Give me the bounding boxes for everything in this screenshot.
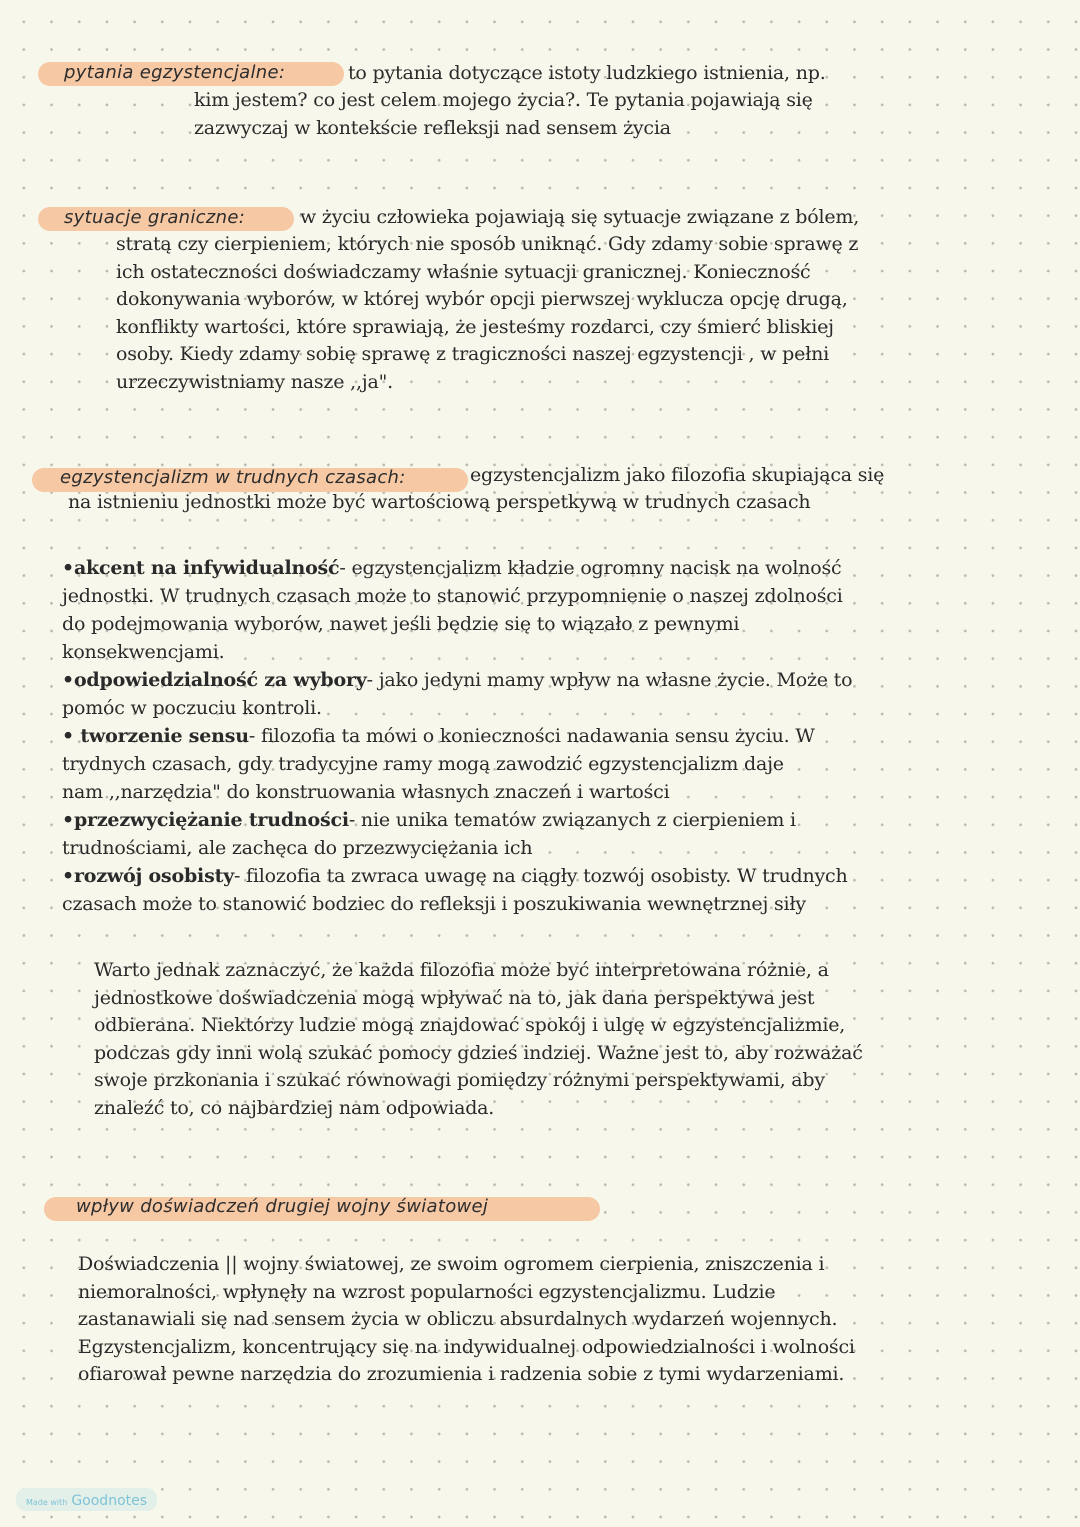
bullet-item: •przezwyciężanie trudności- nie unika tematów związanych z cierpieniem i [62,809,796,831]
war-paragraph: Doświadczenia || wojny światowej, ze swoim ogromem cierpienia, zniszczenia i niemoralności, wpłynęły na wzrost popularności egzystencjalizmu. Ludzie zastanawiali się nad sensem życia w obliczu absurdalnych wydarzeń wojennych. Egzystencjalizm, koncentrujący się na indywidualnej odpowiedzialności i wolności ofiarował pewne narzędzia do zrozumienia i radzenia sobie z tymi wydarzeniami. [78,1253,855,1385]
note-paragraph: Warto jednak zaznaczyć, że każda filozofia może być interpretowana różnie, a jednostkowe doświadczenia mogą wpływać na to, jak dana perspektywa jest odbierana. Niektórzy ludzie mogą znajdować spokój i ulgę w egzystencjalizmie, podczas gdy inni wolą szukać pomocy gdzieś indziej. Ważne jest to, aby rozważać swoje przkonania i szukać równowagi pomiędzy różnymi perspektywami, aby znaleźć to, co najbardziej nam odpowiada. [94,959,863,1119]
section-label: sytuacje graniczne: [64,207,246,228]
section-label: egzystencjalizm w trudnych czasach: [60,467,406,488]
bullet-item: • tworzenie sensu- filozofia ta mówi o konieczności nadawania sensu życiu. W [62,725,815,747]
section-text: kim jestem? co jest celem mojego życia?. Te pytania pojawiają się zazwyczaj w kontekście refleksji nad sensem życia [194,89,813,139]
section-text: to pytania dotyczące istoty ludzkiego istnienia, np. [348,62,826,84]
section-label: pytania egzystencjalne: [64,62,286,83]
bullet-list: •akcent na infywidualność- egzystencjalizm kładzie ogromny nacisk na wolność jednostki. W trudnych czasach może to stanowić przypomnienie o naszej zdolności do podejmowania wyborów, nawet jeśli będzie się to wiązało z pewnymi konsekwencjami. •odpowiedzialność za wybory- jako jedyni mamy wpływ na własne życie. Może to pomóc w poczuciu kontroli. • tworzenie sensu- filozofia ta mówi o konieczności nadawania sensu życiu. W trydnych czasach, gdy tradycyjne ramy mogą zawodzić egzystencjalizm daje nam ,,narzędzia" do konstruowania własnych znaczeń i wartości •przezwyciężanie trudności- nie unika tematów związanych z cierpieniem i trudnościami, ale zachęca do przezwyciężania ich •rozwój osobisty- filozofia ta zwraca uwagę na ciągły tozwój osobisty. W trudnych czasach może to stanowić bodziec do refleksji i poszukiwania wewnętrznej siły [62,554,852,918]
bullet-item: •rozwój osobisty- filozofia ta zwraca uwagę na ciągły tozwój osobisty. W trudnych [62,865,848,887]
bullet-item: •odpowiedzialność za wybory- jako jedyni mamy wpływ na własne życie. Może to [62,669,853,691]
section-text: egzystencjalizm jako filozofia skupiająca się [470,464,885,486]
section-label: wpływ doświadczeń drugiej wojny światowej [76,1196,489,1217]
section-text: w życiu człowieka pojawiają się sytuacje związane z bólem, [300,206,860,228]
bullet-item: •akcent na infywidualność- egzystencjalizm kładzie ogromny nacisk na wolność [62,557,842,579]
goodnotes-badge: Made with Goodnotes [16,1488,157,1511]
section-text: na istnieniu jednostki może być wartościową perspetkywą w trudnych czasach [68,491,811,513]
section-text: stratą czy cierpieniem, których nie sposób uniknąć. Gdy zdamy sobie sprawę z ich ostateczności doświadczamy właśnie sytuacji granicznej. Konieczność dokonywania wyborów, w której wybór opcji pierwszej wyklucza opcję drugą, konflikty wartości, które sprawiają, że jesteśmy rozdarci, czy śmierć bliskiej osoby. Kiedy zdamy sobię sprawę z tragiczności naszej egzystencji , w pełni urzeczywistniamy nasze ,,ja". [116,233,859,393]
